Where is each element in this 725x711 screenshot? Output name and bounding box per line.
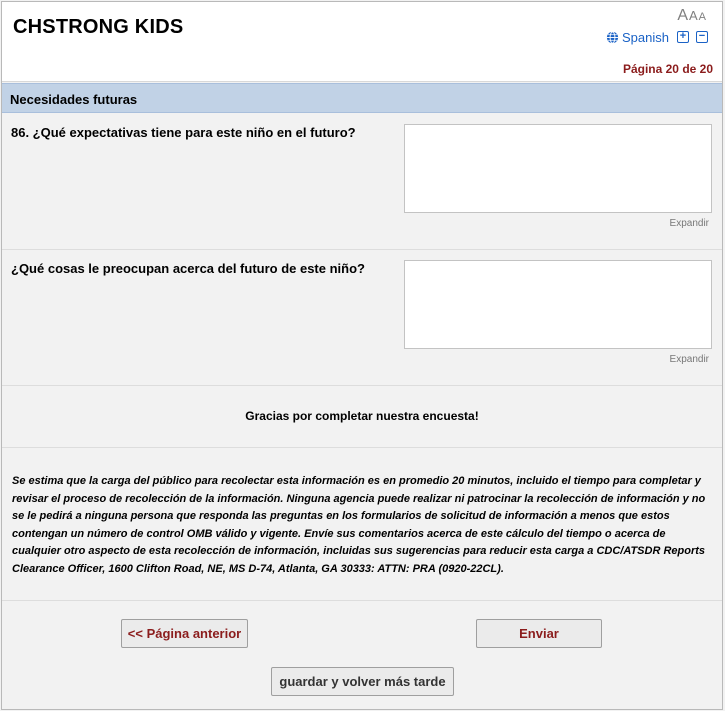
expand-link[interactable]: Expandir (669, 218, 709, 229)
save-and-return-button[interactable]: guardar y volver más tarde (271, 667, 454, 696)
thanks-section (2, 386, 722, 448)
text-size-small[interactable]: A (698, 11, 706, 23)
page-indicator: Página 20 de 20 (622, 62, 713, 76)
question-label: ¿Qué cosas le preocupan acerca del futuro de este niño? (11, 261, 365, 276)
answer-textarea[interactable] (404, 124, 712, 213)
language-link[interactable]: Spanish (622, 29, 669, 45)
text-size-controls (676, 7, 706, 25)
section-header: Necesidades futuras (2, 83, 722, 113)
language-row (606, 29, 708, 45)
text-size-medium[interactable]: A (688, 8, 698, 23)
expand-link[interactable]: Expandir (669, 354, 709, 365)
submit-button[interactable]: Enviar (476, 619, 602, 648)
burden-statement-section (2, 449, 722, 601)
question-worries (2, 250, 722, 386)
previous-page-button[interactable]: << Página anterior (121, 619, 248, 648)
question-86 (2, 114, 722, 250)
thanks-message: Gracias por completar nuestra encuesta! (245, 409, 479, 423)
burden-statement: Se estima que la carga del público para recolectar esta información es en promedio 20 minutos, incluido el tiempo para completar y revisar el proceso de recolección de la información. Ninguna agencia puede realizar ni patrocinar la recolección de información y no se le pedirá a ninguna persona que responda las preguntas en los formularios de solicitud de información a menos que estos contengan un número de control OMB válido y vigente. Envíe sus comentarios acerca de este cálculo del tiempo o acerca de cualquier otro aspecto de esta recolección de información, incluidas sus sugerencias para reducir esta carga a CDC/ATSDR Reports Clearance Officer, 1600 Clifton Road, NE, MS D-74, Atlanta, GA 30333: ATTN: PRA (0920-22CL). (12, 475, 706, 575)
globe-icon (606, 31, 619, 44)
question-label: 86. ¿Qué expectativas tiene para este niño en el futuro? (11, 125, 356, 140)
page-header (2, 2, 722, 82)
zoom-in-icon[interactable]: + (677, 31, 689, 43)
survey-title: CHSTRONG KIDS (13, 16, 184, 38)
survey-page (1, 1, 723, 710)
text-size-large[interactable]: A (677, 7, 688, 24)
zoom-out-icon[interactable]: − (696, 31, 708, 43)
answer-textarea[interactable] (404, 260, 712, 349)
